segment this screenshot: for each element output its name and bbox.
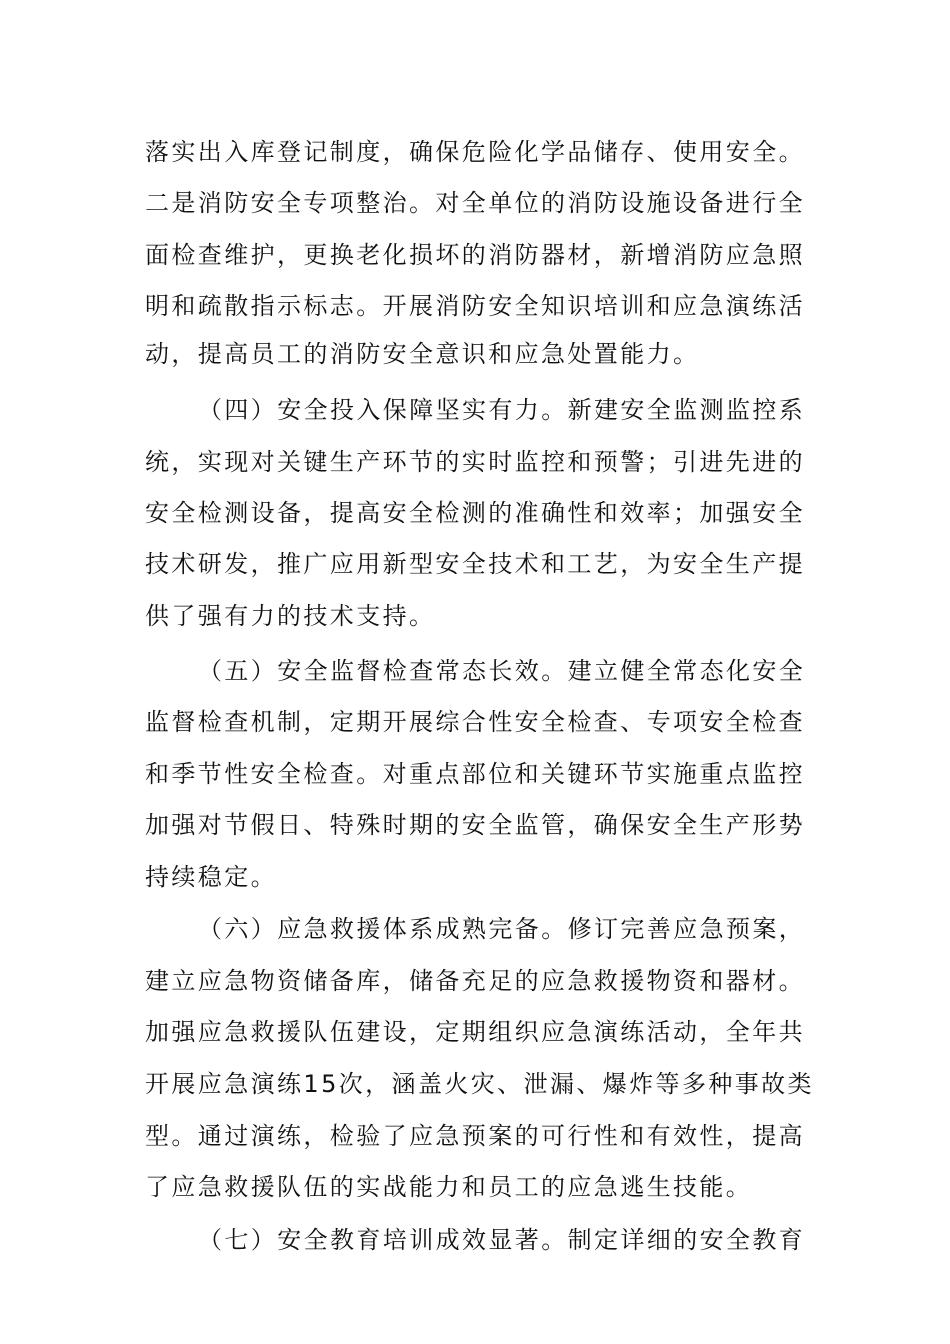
paragraph-line: 安全检测设备，提高安全检测的准确性和效率；加强安全 bbox=[145, 499, 805, 527]
paragraph-line: 型。通过演练，检验了应急预案的可行性和有效性，提高 bbox=[145, 1122, 805, 1150]
paragraph-line: 面检查维护，更换老化损坏的消防器材，新增消防应急照 bbox=[145, 241, 805, 269]
paragraph-line: 和季节性安全检查。对重点部位和关键环节实施重点监控 bbox=[145, 760, 805, 788]
paragraph-first-line: （六）应急救援体系成熟完备。修订完善应急预案， bbox=[198, 915, 806, 943]
paragraph-line: 持续稳定。 bbox=[145, 863, 277, 891]
paragraph-first-line: （五）安全监督检查常态长效。建立健全常态化安全 bbox=[198, 657, 806, 685]
paragraph-line: 明和疏散指示标志。开展消防安全知识培训和应急演练活 bbox=[145, 292, 805, 320]
paragraph-line: 建立应急物资储备库，储备充足的应急救援物资和器材。 bbox=[145, 967, 805, 995]
paragraph-line: 落实出入库登记制度，确保危险化学品储存、使用安全。 bbox=[145, 138, 805, 166]
paragraph-line: 监督检查机制，定期开展综合性安全检查、专项安全检查 bbox=[145, 708, 805, 736]
paragraph-line: 统，实现对关键生产环节的实时监控和预警；引进先进的 bbox=[145, 448, 805, 476]
paragraph-line: 了应急救援队伍的实战能力和员工的应急逃生技能。 bbox=[145, 1173, 753, 1201]
paragraph-line: 开展应急演练15次，涵盖火灾、泄漏、爆炸等多种事故类 bbox=[145, 1070, 814, 1098]
paragraph-first-line: （七）安全教育培训成效显著。制定详细的安全教育 bbox=[198, 1226, 806, 1254]
paragraph-first-line: （四）安全投入保障坚实有力。新建安全监测监控系 bbox=[198, 396, 806, 424]
paragraph-line: 二是消防安全专项整治。对全单位的消防设施设备进行全 bbox=[145, 189, 805, 217]
paragraph-line: 加强应急救援队伍建设，定期组织应急演练活动，全年共 bbox=[145, 1018, 805, 1046]
paragraph-line: 动，提高员工的消防安全意识和应急处置能力。 bbox=[145, 340, 700, 368]
paragraph-line: 技术研发，推广应用新型安全技术和工艺，为安全生产提 bbox=[145, 550, 805, 578]
paragraph-line: 供了强有力的技术支持。 bbox=[145, 602, 436, 630]
paragraph-line: 加强对节假日、特殊时期的安全监管，确保安全生产形势 bbox=[145, 811, 805, 839]
